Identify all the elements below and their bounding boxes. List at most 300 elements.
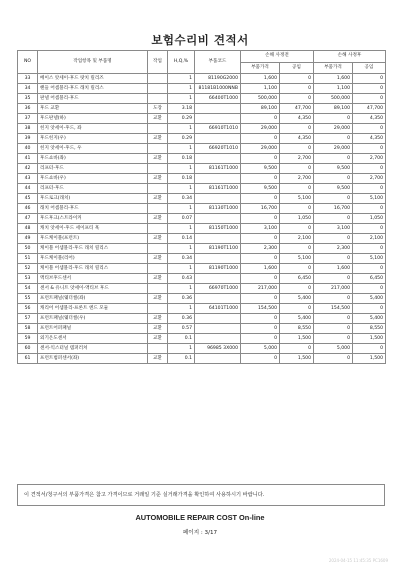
- cell-work-type: [148, 124, 168, 134]
- cell-after-labor: 0: [353, 284, 386, 294]
- cell-part-code: [195, 254, 241, 264]
- cell-part-code: [195, 134, 241, 144]
- cell-after-parts-price: 0: [314, 114, 353, 124]
- cell-item-name: 센서 & 유니트 앗세이-액티브 후드: [38, 284, 148, 294]
- cell-before-parts-price: 500,000: [241, 94, 280, 104]
- cell-before-parts-price: 0: [241, 314, 280, 324]
- cell-work-type: 교환: [148, 274, 168, 284]
- cell-item-name: 후드케이블(프런트): [38, 234, 148, 244]
- cell-no: 35: [18, 94, 38, 104]
- cell-after-labor: 6,450: [353, 274, 386, 284]
- cell-no: 41: [18, 154, 38, 164]
- cell-work-type: 교환: [148, 354, 168, 364]
- cell-before-labor: 0: [280, 284, 314, 294]
- cell-before-labor: 0: [280, 304, 314, 314]
- cell-before-parts-price: 0: [241, 334, 280, 344]
- cell-hq: 0.34: [168, 194, 195, 204]
- cell-before-labor: 6,450: [280, 274, 314, 284]
- cell-work-type: [148, 264, 168, 274]
- table-row: [18, 194, 386, 204]
- cell-no: 43: [18, 174, 38, 184]
- cell-work-type: 교환: [148, 324, 168, 334]
- cell-before-parts-price: 1,600: [241, 74, 280, 84]
- cell-after-labor: 4,350: [353, 134, 386, 144]
- cell-before-labor: 4,350: [280, 114, 314, 124]
- cell-part-code: 64101T1000: [195, 304, 241, 314]
- cell-before-parts-price: 0: [241, 154, 280, 164]
- cell-part-code: 81190T1000: [195, 264, 241, 274]
- cell-no: 39: [18, 134, 38, 144]
- cell-hq: 3.18: [168, 104, 195, 114]
- cell-item-name: 캐리어 어셈블리-프론트 엔드 모듈: [38, 304, 148, 314]
- cell-before-parts-price: 0: [241, 254, 280, 264]
- cell-after-parts-price: 1,600: [314, 74, 353, 84]
- cell-item-name: 힌지 앗세이-후드, 우: [38, 144, 148, 154]
- cell-after-parts-price: 2,300: [314, 244, 353, 254]
- cell-item-name: 후드판넬(하): [38, 114, 148, 124]
- cell-part-code: [195, 154, 241, 164]
- cell-item-name: 후드후크(스트라이커: [38, 214, 148, 224]
- cell-no: 56: [18, 304, 38, 314]
- cell-item-name: 판넬 어셈블리-후드: [38, 94, 148, 104]
- cell-part-code: 81181B1000NNB: [195, 84, 241, 94]
- table-row: [18, 294, 386, 304]
- cell-part-code: [195, 234, 241, 244]
- cell-after-labor: 0: [353, 144, 386, 154]
- cell-after-labor: 0: [353, 344, 386, 354]
- cell-work-type: 교환: [148, 114, 168, 124]
- cell-no: 50: [18, 244, 38, 254]
- cell-no: 36: [18, 104, 38, 114]
- cell-before-labor: 0: [280, 84, 314, 94]
- cell-after-labor: 0: [353, 184, 386, 194]
- cell-work-type: [148, 204, 168, 214]
- header-before-parts-price: 부품가격: [241, 62, 280, 74]
- cell-item-name: 후드 교환: [38, 104, 148, 114]
- cell-no: 57: [18, 314, 38, 324]
- table-row: [18, 114, 386, 124]
- cell-hq: 0.34: [168, 254, 195, 264]
- cell-before-parts-price: 0: [241, 354, 280, 364]
- cell-before-parts-price: 2,300: [241, 244, 280, 254]
- cell-no: 44: [18, 184, 38, 194]
- cell-before-labor: 5,100: [280, 254, 314, 264]
- cell-hq: 1: [168, 264, 195, 274]
- cell-before-parts-price: 89,100: [241, 104, 280, 114]
- cell-hq: 0.07: [168, 214, 195, 224]
- cell-after-parts-price: 0: [314, 334, 353, 344]
- cell-part-code: 66920T1010: [195, 144, 241, 154]
- cell-after-parts-price: 29,000: [314, 144, 353, 154]
- cell-part-code: [195, 314, 241, 324]
- cell-work-type: [148, 344, 168, 354]
- cell-before-parts-price: 9,500: [241, 184, 280, 194]
- cell-hq: 1: [168, 144, 195, 154]
- cell-work-type: [148, 304, 168, 314]
- cell-before-labor: 0: [280, 184, 314, 194]
- page-number: 페이지 : 3/17: [182, 530, 218, 536]
- cell-before-parts-price: 217,000: [241, 284, 280, 294]
- cell-no: 52: [18, 264, 38, 274]
- estimate-table: [17, 50, 386, 364]
- cell-after-parts-price: 0: [314, 354, 353, 364]
- cell-work-type: [148, 224, 168, 234]
- cell-work-type: [148, 164, 168, 174]
- cell-after-labor: 5,100: [353, 194, 386, 204]
- cell-after-labor: 0: [353, 164, 386, 174]
- cell-before-labor: 5,400: [280, 314, 314, 324]
- cell-item-name: 케이블 어셈블리-후드 래치 릴리스: [38, 244, 148, 254]
- cell-item-name: 액티브후드센서: [38, 274, 148, 284]
- table-row: [18, 234, 386, 244]
- cell-after-labor: 5,400: [353, 314, 386, 324]
- cell-before-parts-price: 154,500: [241, 304, 280, 314]
- cell-before-labor: 0: [280, 244, 314, 254]
- cell-part-code: 81150T1000: [195, 224, 241, 234]
- cell-before-labor: 5,400: [280, 294, 314, 304]
- cell-part-code: 81190T1100: [195, 244, 241, 254]
- cell-after-parts-price: 5,000: [314, 344, 353, 354]
- table-row: [18, 274, 386, 284]
- cell-item-name: 프런트패널(웨더씰(우): [38, 314, 148, 324]
- cell-work-type: 도장: [148, 104, 168, 114]
- table-row: [18, 254, 386, 264]
- cell-work-type: [148, 94, 168, 104]
- cell-hq: 0.57: [168, 324, 195, 334]
- header-after-assessment: 손해 사정후: [314, 51, 386, 63]
- cell-before-labor: 5,100: [280, 194, 314, 204]
- cell-no: 48: [18, 224, 38, 234]
- cell-hq: 1: [168, 74, 195, 84]
- cell-before-labor: 1,050: [280, 214, 314, 224]
- cell-work-type: 교환: [148, 294, 168, 304]
- cell-before-labor: 1,500: [280, 334, 314, 344]
- table-row: [18, 154, 386, 164]
- table-row: [18, 314, 386, 324]
- cell-no: 40: [18, 144, 38, 154]
- cell-after-parts-price: 154,500: [314, 304, 353, 314]
- cell-part-code: 66970T1000: [195, 284, 241, 294]
- cell-part-code: 66400T1000: [195, 94, 241, 104]
- header-part-code: 부품코드: [195, 51, 241, 74]
- cell-before-parts-price: 29,000: [241, 144, 280, 154]
- cell-hq: 1: [168, 94, 195, 104]
- header-item: 작업항목 및 부품명: [38, 51, 148, 74]
- cell-no: 45: [18, 194, 38, 204]
- cell-part-code: 96985 3X000: [195, 344, 241, 354]
- cell-after-labor: 0: [353, 94, 386, 104]
- cell-before-parts-price: 0: [241, 274, 280, 284]
- cell-hq: 0.29: [168, 134, 195, 144]
- cell-hq: 0.14: [168, 234, 195, 244]
- cell-no: 37: [18, 114, 38, 124]
- cell-no: 49: [18, 234, 38, 244]
- cell-before-labor: 0: [280, 94, 314, 104]
- cell-after-parts-price: 217,000: [314, 284, 353, 294]
- cell-after-parts-price: 9,500: [314, 164, 353, 174]
- cell-after-parts-price: 0: [314, 134, 353, 144]
- cell-no: 53: [18, 274, 38, 284]
- cell-no: 42: [18, 164, 38, 174]
- cell-after-labor: 5,100: [353, 254, 386, 264]
- cell-before-parts-price: 16,700: [241, 204, 280, 214]
- cell-after-parts-price: 1,100: [314, 84, 353, 94]
- cell-work-type: 교환: [148, 154, 168, 164]
- cell-part-code: [195, 334, 241, 344]
- table-row: [18, 104, 386, 114]
- cell-hq: 0.1: [168, 334, 195, 344]
- cell-after-labor: 4,350: [353, 114, 386, 124]
- cell-before-parts-price: 1,100: [241, 84, 280, 94]
- cell-after-parts-price: 0: [314, 194, 353, 204]
- cell-no: 61: [18, 354, 38, 364]
- cell-after-parts-price: 3,100: [314, 224, 353, 234]
- cell-part-code: [195, 104, 241, 114]
- cell-after-labor: 0: [353, 224, 386, 234]
- cell-work-type: 교환: [148, 214, 168, 224]
- table-row: [18, 214, 386, 224]
- header-hq: H,Q,%: [168, 51, 195, 74]
- cell-item-name: 리프터-후드: [38, 164, 148, 174]
- cell-before-labor: 0: [280, 74, 314, 84]
- cell-before-labor: 0: [280, 264, 314, 274]
- cell-after-parts-price: 1,600: [314, 264, 353, 274]
- cell-no: 55: [18, 294, 38, 304]
- table-row: [18, 124, 386, 134]
- cell-before-parts-price: 1,600: [241, 264, 280, 274]
- cell-item-name: 프런트패널(웨더씰(좌): [38, 294, 148, 304]
- document-title: 보험수리비 견적서: [151, 33, 249, 47]
- cell-work-type: [148, 244, 168, 254]
- cell-after-labor: 47,700: [353, 104, 386, 114]
- cell-after-labor: 1,500: [353, 334, 386, 344]
- table-row: [18, 164, 386, 174]
- cell-after-parts-price: 89,100: [314, 104, 353, 114]
- cell-before-labor: 47,700: [280, 104, 314, 114]
- cell-work-type: 교환: [148, 314, 168, 324]
- header-after-parts-price: 부품가격: [314, 62, 353, 74]
- cell-before-labor: 2,700: [280, 174, 314, 184]
- cell-after-labor: 1,050: [353, 214, 386, 224]
- cell-after-parts-price: 16,700: [314, 204, 353, 214]
- table-row: [18, 324, 386, 334]
- cell-work-type: [148, 184, 168, 194]
- cell-part-code: [195, 214, 241, 224]
- cell-part-code: [195, 174, 241, 184]
- cell-before-parts-price: 0: [241, 174, 280, 184]
- cell-no: 59: [18, 334, 38, 344]
- cell-before-labor: 0: [280, 344, 314, 354]
- cell-part-code: 81130T1000: [195, 204, 241, 214]
- cell-after-parts-price: 29,000: [314, 124, 353, 134]
- cell-hq: 0.29: [168, 114, 195, 124]
- table-row: [18, 224, 386, 234]
- cell-item-name: 후드로크(래치): [38, 194, 148, 204]
- cell-part-code: [195, 354, 241, 364]
- cell-work-type: 교환: [148, 134, 168, 144]
- cell-after-labor: 0: [353, 84, 386, 94]
- cell-after-labor: 0: [353, 244, 386, 254]
- cell-before-parts-price: 29,000: [241, 124, 280, 134]
- cell-after-labor: 0: [353, 304, 386, 314]
- cell-no: 58: [18, 324, 38, 334]
- cell-after-labor: 2,700: [353, 154, 386, 164]
- header-before-assessment: 손해 사정전: [241, 51, 314, 63]
- cell-work-type: [148, 84, 168, 94]
- cell-hq: 1: [168, 304, 195, 314]
- cell-before-parts-price: 0: [241, 194, 280, 204]
- cell-before-parts-price: 0: [241, 324, 280, 334]
- cell-after-labor: 2,100: [353, 234, 386, 244]
- cell-item-name: 후드쇼바(좌): [38, 154, 148, 164]
- cell-no: 60: [18, 344, 38, 354]
- table-row: [18, 304, 386, 314]
- cell-after-parts-price: 500,000: [314, 94, 353, 104]
- cell-before-parts-price: 3,100: [241, 224, 280, 234]
- cell-hq: 0.18: [168, 154, 195, 164]
- table-row: [18, 204, 386, 214]
- cell-no: 47: [18, 214, 38, 224]
- cell-after-parts-price: 0: [314, 214, 353, 224]
- cell-after-labor: 0: [353, 124, 386, 134]
- cell-before-parts-price: 9,500: [241, 164, 280, 174]
- cell-after-parts-price: 0: [314, 274, 353, 284]
- cell-no: 33: [18, 74, 38, 84]
- cell-item-name: 후드힌지(우): [38, 134, 148, 144]
- cell-no: 46: [18, 204, 38, 214]
- cell-after-labor: 1,500: [353, 354, 386, 364]
- cell-before-labor: 4,350: [280, 134, 314, 144]
- cell-before-parts-price: 5,000: [241, 344, 280, 354]
- table-row: [18, 84, 386, 94]
- cell-hq: 1: [168, 204, 195, 214]
- cell-after-parts-price: 0: [314, 314, 353, 324]
- cell-part-code: 81190G2000: [195, 74, 241, 84]
- table-row: [18, 344, 386, 354]
- cell-no: 54: [18, 284, 38, 294]
- cell-item-name: 프런트어퍼패널: [38, 324, 148, 334]
- estimate-rows: [18, 74, 386, 364]
- cell-hq: 1: [168, 84, 195, 94]
- cell-item-name: 베이스 앗세이-후드 랏치 릴리즈: [38, 74, 148, 84]
- cell-hq: 1: [168, 224, 195, 234]
- cell-part-code: 81161T1000: [195, 164, 241, 174]
- cell-part-code: [195, 114, 241, 124]
- cell-hq: 0.36: [168, 314, 195, 324]
- header-work: 작업: [148, 51, 168, 74]
- cell-hq: 0.43: [168, 274, 195, 284]
- price-notice: 이 견적서/청구서의 부품가격은 참고 가격이므로 거래일 기준 실거래가격을 확인하여 사용하시기 바랍니다.: [17, 484, 385, 506]
- cell-work-type: [148, 284, 168, 294]
- cell-work-type: 교환: [148, 334, 168, 344]
- cell-item-name: 래치 어셈블리-후드: [38, 204, 148, 214]
- table-row: [18, 264, 386, 274]
- cell-part-code: [195, 324, 241, 334]
- cell-item-name: 리프터-후드: [38, 184, 148, 194]
- cell-before-parts-price: 0: [241, 294, 280, 304]
- cell-before-labor: 0: [280, 164, 314, 174]
- cell-hq: 1: [168, 344, 195, 354]
- cell-before-labor: 2,700: [280, 154, 314, 164]
- table-row: [18, 144, 386, 154]
- header-before-labor: 공임: [280, 62, 314, 74]
- cell-after-parts-price: 0: [314, 294, 353, 304]
- cell-before-labor: 0: [280, 144, 314, 154]
- table-row: [18, 244, 386, 254]
- cell-item-name: 핸들 어셈블리-후드 래치 릴리스: [38, 84, 148, 94]
- cell-hq: 0.1: [168, 354, 195, 364]
- cell-item-name: 케이블 어셈블리-후드 래치 릴리스: [38, 264, 148, 274]
- cell-after-labor: 0: [353, 74, 386, 84]
- cell-item-name: 프런트범퍼센서(좌): [38, 354, 148, 364]
- cell-hq: 1: [168, 284, 195, 294]
- table-row: [18, 334, 386, 344]
- cell-hq: 1: [168, 124, 195, 134]
- table-row: [18, 184, 386, 194]
- cell-work-type: 교환: [148, 234, 168, 244]
- cell-item-name: 외기온도센서: [38, 334, 148, 344]
- cell-item-name: 후드케이블(리어): [38, 254, 148, 264]
- cell-after-parts-price: 0: [314, 254, 353, 264]
- table-row: [18, 94, 386, 104]
- cell-work-type: 교환: [148, 174, 168, 184]
- cell-item-name: 후드쇼바(우): [38, 174, 148, 184]
- cell-before-labor: 0: [280, 124, 314, 134]
- cell-after-parts-price: 0: [314, 234, 353, 244]
- cell-part-code: [195, 274, 241, 284]
- table-row: [18, 134, 386, 144]
- cell-hq: 1: [168, 164, 195, 174]
- cell-before-labor: 0: [280, 204, 314, 214]
- cell-item-name: 캐치 앗세이-후드 세이프티 훅: [38, 224, 148, 234]
- cell-no: 34: [18, 84, 38, 94]
- cell-after-labor: 2,700: [353, 174, 386, 184]
- print-timestamp: 2024-04-15 11:45:35 PC1609: [328, 558, 388, 563]
- cell-before-parts-price: 0: [241, 214, 280, 224]
- cell-after-labor: 5,400: [353, 294, 386, 304]
- cell-part-code: [195, 194, 241, 204]
- cell-after-labor: 8,550: [353, 324, 386, 334]
- cell-hq: 1: [168, 184, 195, 194]
- cell-work-type: 교환: [148, 254, 168, 264]
- cell-hq: 0.18: [168, 174, 195, 184]
- cell-before-parts-price: 0: [241, 134, 280, 144]
- cell-work-type: [148, 74, 168, 84]
- cell-no: 51: [18, 254, 38, 264]
- cell-after-labor: 0: [353, 204, 386, 214]
- cell-before-parts-price: 0: [241, 114, 280, 124]
- cell-before-labor: 2,100: [280, 234, 314, 244]
- table-row: [18, 174, 386, 184]
- cell-after-labor: 0: [353, 264, 386, 274]
- header-no: NO: [18, 51, 38, 74]
- cell-item-name: 센서-익스터널 템퍼러쳐: [38, 344, 148, 354]
- cell-after-parts-price: 0: [314, 154, 353, 164]
- cell-no: 38: [18, 124, 38, 134]
- cell-work-type: [148, 144, 168, 154]
- cell-part-code: 66910T1010: [195, 124, 241, 134]
- footer-title: AUTOMOBILE REPAIR COST On-line: [135, 513, 265, 522]
- cell-after-parts-price: 9,500: [314, 184, 353, 194]
- cell-after-parts-price: 0: [314, 174, 353, 184]
- cell-part-code: [195, 294, 241, 304]
- cell-before-labor: 1,500: [280, 354, 314, 364]
- cell-after-parts-price: 0: [314, 324, 353, 334]
- cell-work-type: 교환: [148, 194, 168, 204]
- table-row: [18, 354, 386, 364]
- cell-before-labor: 0: [280, 224, 314, 234]
- cell-hq: 1: [168, 244, 195, 254]
